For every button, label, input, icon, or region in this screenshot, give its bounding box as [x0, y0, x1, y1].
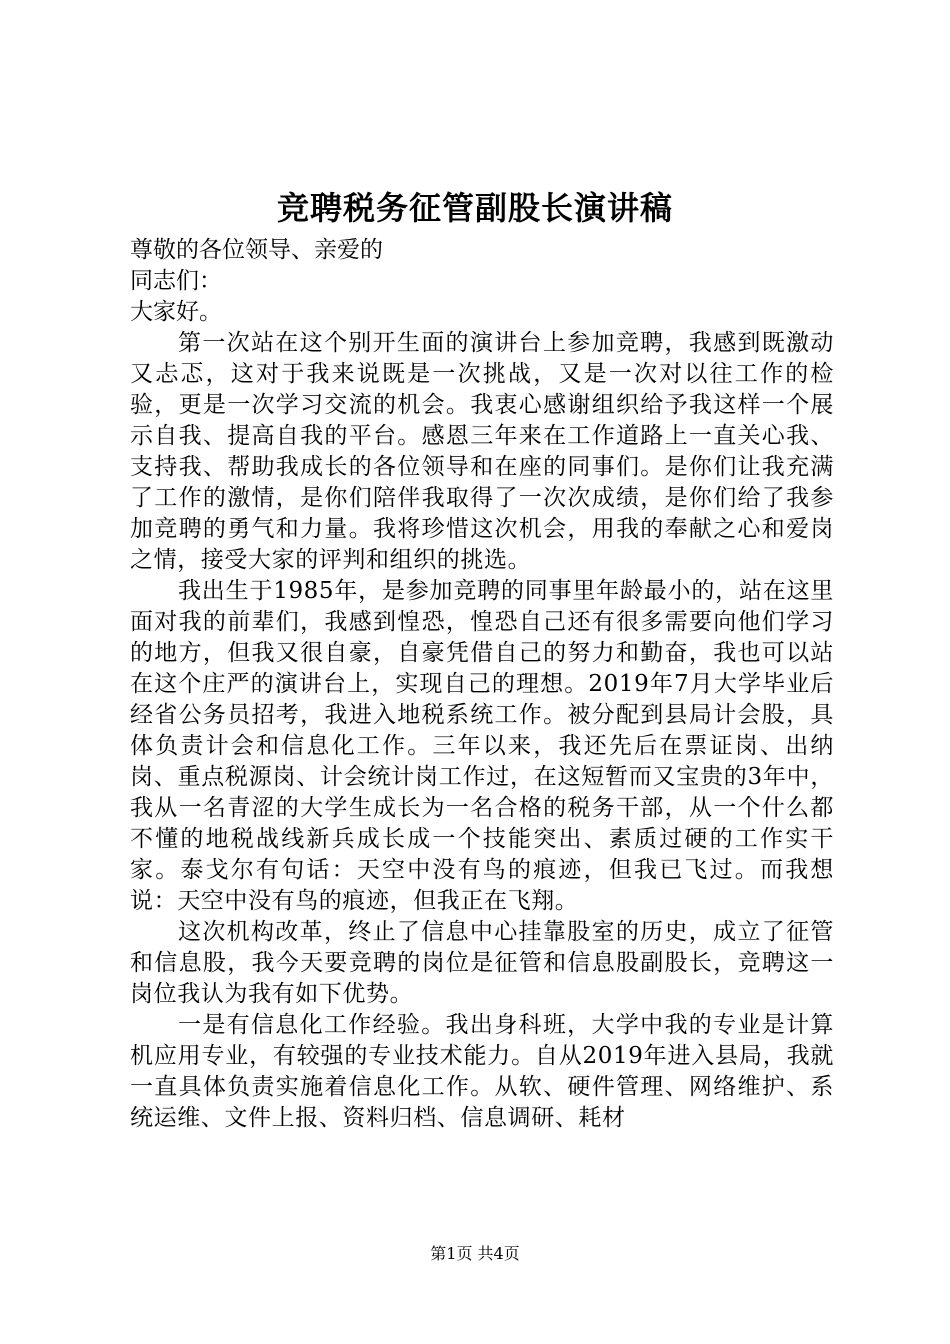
paragraph-advantage-one: 一是有信息化工作经验。我出身科班，大学中我的专业是计算机应用专业，有较强的专业技术能力。自从2019年进入县局，我就一直具体负责实施着信息化工作。从软、硬件管理、网络维护、系统运维、文件上报、资料归档、信息调研、耗材	[130, 1012, 834, 1131]
page-number: 第1页 共4页	[430, 1244, 520, 1263]
paragraph-reform: 这次机构改革，终止了信息中心挂靠股室的历史，成立了征管和信息股，我今天要竞聘的岗位是征管和信息股副股长，竞聘这一岗位我认为我有如下优势。	[130, 919, 834, 1007]
salutation-line: 同志们：	[130, 268, 222, 294]
salutation-line: 尊敬的各位领导、亲爱的	[130, 237, 383, 263]
document-title: 竞聘税务征管副股长演讲稿	[276, 189, 673, 227]
greeting-line: 大家好。	[130, 299, 222, 325]
paragraph-opening: 第一次站在这个别开生面的演讲台上参加竞聘，我感到既激动又忐忑，这对于我来说既是一次挑战，又是一次对以往工作的检验，更是一次学习交流的机会。我衷心感谢组织给予我这样一个展示自我、提高自我的平台。感恩三年来在工作道路上一直关心我、支持我、帮助我成长的各位领导和在座的同事们。是你们让我充满了工作的激情，是你们陪伴我取得了一次次成绩，是你们给了我参加竞聘的勇气和力量。我将珍惜这次机会，用我的奉献之心和爱岗之情，接受大家的评判和组织的挑选。	[130, 330, 834, 573]
document-body	[130, 235, 834, 1134]
paragraph-background: 我出生于1985年，是参加竞聘的同事里年龄最小的，站在这里面对我的前辈们，我感到惶恐，惶恐自己还有很多需要向他们学习的地方，但我又很自豪，自豪凭借自己的努力和勤奋，我也可以站在这个庄严的演讲台上，实现自己的理想。2019年7月大学毕业后经省公务员招考，我进入地税系统工作。被分配到县局计会股，具体负责计会和信息化工作。三年以来，我还先后在票证岗、出纳岗、重点税源岗、计会统计岗工作过，在这短暂而又宝贵的3年中，我从一名青涩的大学生成长为一名合格的税务干部，从一个什么都不懂的地税战线新兵成长成一个技能突出、素质过硬的工作实干家。泰戈尔有句话：天空中没有鸟的痕迹，但我已飞过。而我想说：天空中没有鸟的痕迹，但我正在飞翔。	[130, 578, 834, 914]
